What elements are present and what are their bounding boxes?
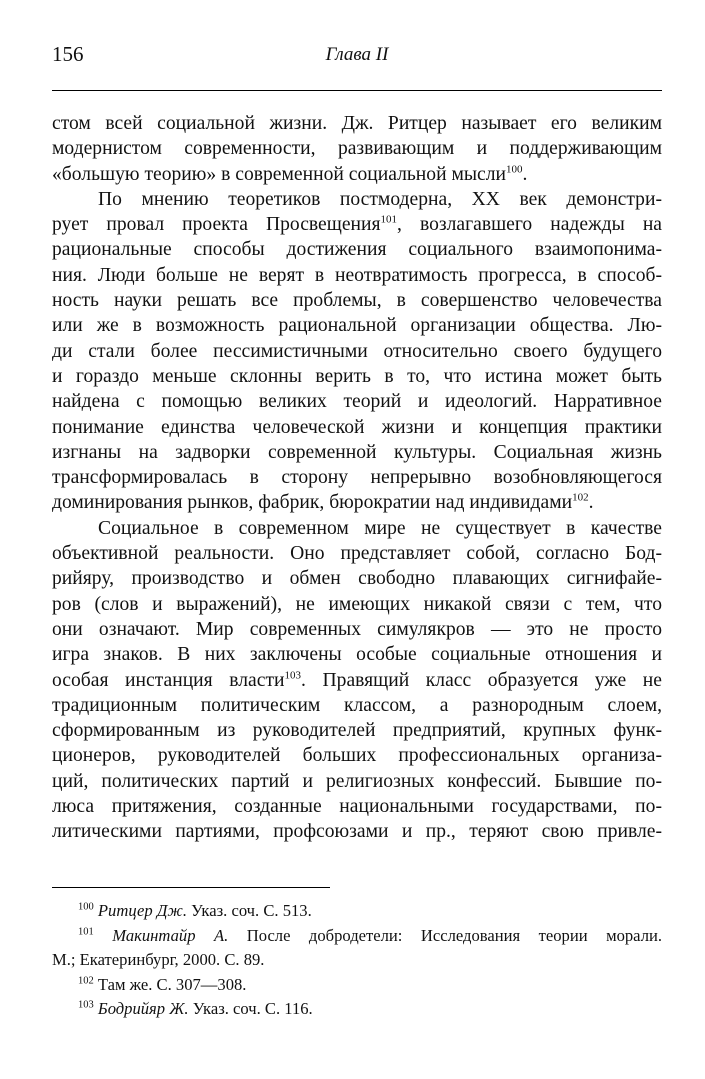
line-text: По мнению теоретиков постмодерна, XX век демонстри- [98, 188, 662, 210]
footnote-number: 102 [78, 975, 94, 987]
line-text: доминирования рынков, фабрик, бюрократии над индивидами [52, 492, 573, 514]
text-line [52, 162, 662, 187]
text-line [52, 389, 662, 414]
text-line [52, 263, 662, 288]
line-text: рует провал проекта Просвещения [52, 214, 381, 236]
line-text-after: . [588, 492, 594, 514]
line-text: ров (слов и выражений), не имеющих никакой связи с тем, что [52, 593, 662, 615]
footnote [52, 924, 662, 949]
footnote-number: 103 [78, 999, 94, 1011]
text-line [52, 617, 662, 642]
text-line [52, 819, 662, 844]
line-text: ния. Люди больше не верят в неотвратимость прогресса, в способ- [52, 264, 662, 286]
line-text: ность науки решать все проблемы, в совершенство человечества [52, 290, 662, 312]
text-line [52, 592, 662, 617]
footnote-number: 101 [78, 926, 94, 938]
text-line [52, 339, 662, 364]
footnote-author: Бодрийяр Ж. [97, 999, 189, 1019]
text-line [52, 364, 662, 389]
text-line [52, 136, 662, 161]
line-text: ди стали более пессимистичными относительно своего будущего [52, 340, 662, 362]
footnote-number: 100 [78, 901, 94, 913]
footnote [52, 997, 662, 1022]
text-line [52, 111, 662, 136]
footnote [52, 948, 662, 973]
line-text: объективной реальности. Оно представляет собой, согласно Бод- [52, 543, 662, 565]
line-text-after: . [522, 163, 528, 185]
text-line [52, 718, 662, 743]
text-line [52, 693, 662, 718]
line-text: найдена с помощью великих теорий и идеологий. Нарративное [52, 391, 662, 413]
footnote-author: Макинтайр А. [112, 925, 229, 945]
text-line [52, 440, 662, 465]
line-text: они означают. Мир современных симулякров — это не просто [52, 618, 662, 640]
footnote-text: Указ. соч. С. 116. [188, 999, 313, 1019]
footnote [52, 899, 662, 924]
footnote-text: Там же. С. 307—308. [97, 974, 247, 994]
text-line [52, 743, 662, 768]
line-text: ций, политических партий и религиозных конфессий. Бывшие по- [52, 770, 662, 792]
footnote-rule [52, 887, 330, 888]
footnotes [52, 899, 662, 1022]
page-number: 156 [52, 42, 84, 66]
line-text: игра знаков. В них заключены особые социальные отношения и [52, 644, 662, 666]
text-line [52, 313, 662, 338]
footnote-text: После добродетели: Исследования теории морали. [228, 925, 662, 945]
text-line [52, 288, 662, 313]
line-text-after: . Правящий класс образуется уже не [301, 669, 662, 691]
running-header [52, 42, 662, 72]
line-text: традиционным политическим классом, а разнородным слоем, [52, 694, 662, 716]
line-text: и гораздо меньше склонны верить в то, что истина может быть [52, 365, 662, 387]
footnote-ref: 102 [572, 491, 589, 504]
footnote [52, 973, 662, 998]
line-text: стом всей социальной жизни. Дж. Ритцер называет его великим [52, 113, 662, 134]
footnote-text: Указ. соч. С. 513. [186, 901, 312, 920]
footnote-text: М.; Екатеринбург, 2000. С. 89. [52, 950, 265, 970]
text-line [52, 566, 662, 591]
footnote-ref: 103 [284, 669, 301, 681]
line-text: особая инстанция власти [52, 669, 285, 691]
line-text: рациональные способы достижения социального взаимопонима- [52, 239, 662, 261]
footnote-ref: 100 [506, 163, 523, 176]
line-text: Социальное в современном мире не существует в качестве [98, 517, 662, 539]
text-line [52, 794, 662, 819]
line-text: люса притяжения, созданные национальными государствами, по- [52, 796, 662, 818]
line-text: трансформировалась в сторону непрерывно возобновляющегося [52, 467, 662, 489]
line-text: модернистом современности, развивающим и поддерживающим [52, 138, 662, 160]
header-rule [52, 90, 662, 91]
line-text: рийяру, производство и обмен свободно плавающих сигнифайе- [52, 568, 662, 590]
text-line [52, 668, 662, 693]
text-line [52, 237, 662, 262]
footnote-author: Ритцер Дж. [97, 901, 187, 920]
text-line [52, 212, 662, 237]
line-text: «большую теорию» в современной социальной мысли [52, 163, 506, 185]
text-line [52, 465, 662, 490]
text-line [52, 490, 662, 515]
footnote-ref: 101 [380, 213, 398, 226]
text-line [52, 642, 662, 667]
line-text-after: , возлагавшего надежды на [397, 214, 662, 236]
line-text: понимание единства человеческой жизни и концепция практики [52, 416, 662, 438]
body-text [52, 111, 662, 845]
line-text: изгнаны на задворки современной культуры. Социальная жизнь [52, 441, 662, 463]
text-line [52, 415, 662, 440]
line-text: сформированным из руководителей предприятий, крупных функ- [52, 720, 662, 742]
text-line [52, 769, 662, 794]
line-text: ционеров, руководителей больших профессиональных организа- [52, 745, 662, 767]
line-text: или же в возможность рациональной организации общества. Лю- [52, 315, 662, 337]
line-text: литическими партиями, профсоюзами и пр., теряют свою привле- [52, 821, 662, 843]
text-line [52, 187, 662, 212]
text-line [52, 516, 662, 541]
text-line [52, 541, 662, 566]
chapter-title: Глава II [325, 44, 389, 65]
